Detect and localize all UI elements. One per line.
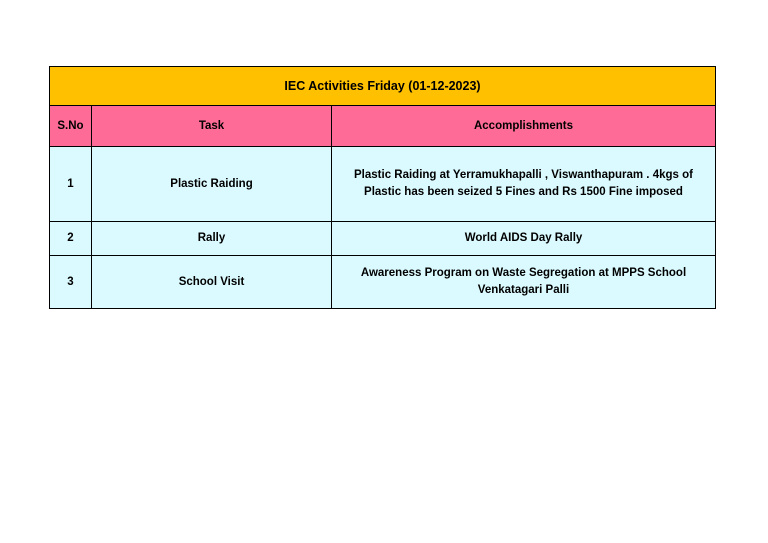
cell-sno: 2 xyxy=(50,222,92,256)
cell-sno: 3 xyxy=(50,256,92,309)
table-title: IEC Activities Friday (01-12-2023) xyxy=(50,67,716,106)
table-header-row xyxy=(50,106,716,147)
cell-accomplishments: Awareness Program on Waste Segregation at MPPS School Venkatagari Palli xyxy=(332,256,716,309)
table-row xyxy=(50,222,716,256)
header-accomplishments: Accomplishments xyxy=(332,106,716,147)
cell-task: Rally xyxy=(92,222,332,256)
table-row xyxy=(50,147,716,222)
header-sno: S.No xyxy=(50,106,92,147)
cell-accomplishments: Plastic Raiding at Yerramukhapalli , Viswanthapuram . 4kgs of Plastic has been seized 5 Fines and Rs 1500 Fine imposed xyxy=(332,147,716,222)
header-task: Task xyxy=(92,106,332,147)
table-row xyxy=(50,256,716,309)
table-title-row xyxy=(50,67,716,106)
cell-accomplishments: World AIDS Day Rally xyxy=(332,222,716,256)
cell-sno: 1 xyxy=(50,147,92,222)
iec-activities-table xyxy=(49,66,716,309)
cell-task: School Visit xyxy=(92,256,332,309)
cell-task: Plastic Raiding xyxy=(92,147,332,222)
